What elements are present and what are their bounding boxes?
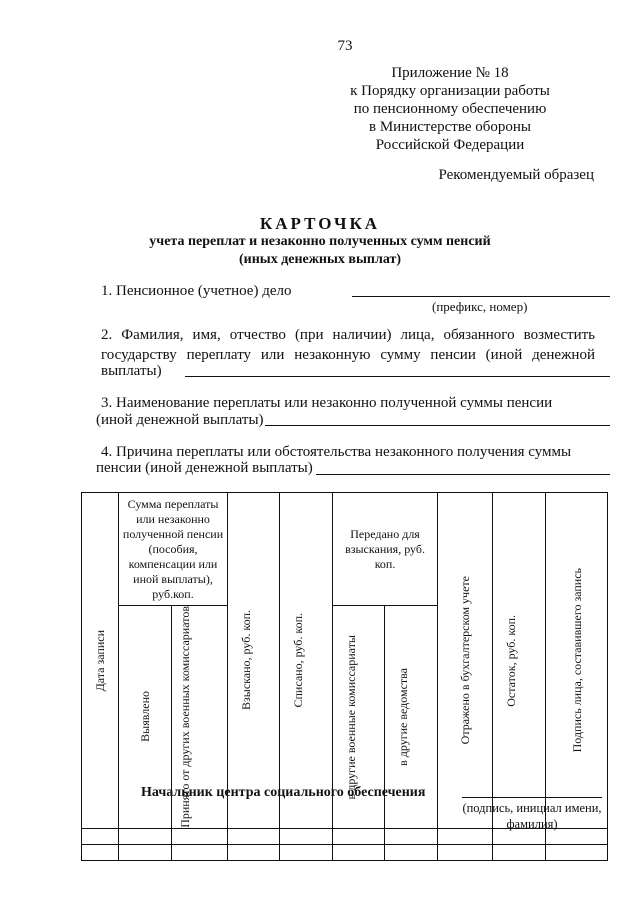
appendix-line: к Порядку организации работы (350, 83, 550, 99)
col-header-accepted-text: Принято от других военных комиссариатов (177, 606, 192, 828)
field-1-input-line[interactable] (352, 296, 610, 297)
table-cell[interactable] (333, 828, 385, 844)
col-header-signature (546, 493, 608, 829)
table-cell[interactable] (438, 844, 493, 860)
col-header-collected-text: Взыскано, руб. коп. (238, 610, 253, 711)
appendix-line: по пенсионному обеспечению (353, 101, 547, 117)
field-2-line-1: 2. Фамилия, имя, отчество (при наличии) лица, обязанного возместить (101, 327, 595, 343)
signature-line[interactable] (462, 797, 602, 798)
document-subtitle (0, 233, 640, 269)
appendix-block (320, 64, 580, 154)
field-4-line-2: пенсии (иной денежной выплаты) (96, 460, 313, 476)
col-header-sum-text: Сумма переплаты или незаконно полученной пенсии (пособия, компенсации или иной выплаты), руб.коп. (122, 496, 224, 601)
col-header-signature-text: Подпись лица, составившего запись (569, 568, 584, 753)
table-cell[interactable] (385, 828, 438, 844)
page-number: 73 (337, 38, 353, 54)
recommended-sample-label: Рекомендуемый образец (438, 167, 594, 183)
col-header-written-off-text: Списано, руб. коп. (291, 613, 306, 708)
field-2-line-3: выплаты) (101, 363, 162, 379)
col-header-date (82, 493, 119, 829)
signature-hint-line: фамилия) (506, 817, 558, 831)
col-header-accounting (438, 493, 493, 829)
table-cell[interactable] (82, 844, 119, 860)
table-cell[interactable] (228, 844, 280, 860)
chief-title: Начальник центра социального обеспечения (141, 785, 426, 800)
col-header-balance (493, 493, 546, 829)
table-cell[interactable] (385, 844, 438, 860)
col-header-date-text: Дата записи (93, 629, 107, 692)
col-header-transferred-text: Передано для взыскания, руб. коп. (345, 526, 425, 571)
col-header-to-commissariats-text: в другие военные комиссариаты (343, 634, 358, 800)
subtitle-line: учета переплат и незаконно полученных сумм пенсий (149, 234, 491, 249)
field-2-line-2: государству переплату или незаконную сумму пенсии (иной денежной (101, 347, 595, 363)
table-cell[interactable] (280, 828, 333, 844)
appendix-line: в Министерстве обороны (369, 119, 531, 135)
field-4-line-1: 4. Причина переплаты или обстоятельства незаконного получения суммы (101, 444, 572, 460)
col-header-accounting-text: Отражено в бухгалтерском учете (458, 576, 473, 745)
table-cell[interactable] (280, 844, 333, 860)
col-header-collected (228, 493, 280, 829)
col-header-sum (119, 493, 228, 606)
table-cell[interactable] (119, 828, 172, 844)
field-3-line-1: 3. Наименование переплаты или незаконно полученной суммы пенсии (101, 395, 553, 411)
table-cell[interactable] (119, 844, 172, 860)
table-cell[interactable] (172, 844, 228, 860)
table-cell[interactable] (333, 844, 385, 860)
col-header-to-departments-text: в другие ведомства (396, 667, 411, 766)
signature-hint-line: (подпись, инициал имени, (462, 801, 602, 815)
table-cell[interactable] (546, 844, 608, 860)
field-3-input-line[interactable] (265, 425, 610, 426)
table-cell[interactable] (228, 828, 280, 844)
field-2-input-line[interactable] (185, 376, 610, 377)
col-header-written-off (280, 493, 333, 829)
subtitle-line: (иных денежных выплат) (238, 252, 402, 267)
field-3-line-2: (иной денежной выплаты) (96, 412, 264, 428)
appendix-line: Приложение № 18 (391, 65, 509, 81)
col-header-balance-text: Остаток, руб. коп. (504, 614, 519, 707)
appendix-line: Российской Федерации (375, 137, 525, 153)
table-cell[interactable] (82, 828, 119, 844)
document-title: КАРТОЧКА (259, 214, 381, 233)
col-header-detected-text: Выявлено (138, 691, 152, 743)
field-1-hint: (префикс, номер) (432, 299, 528, 314)
field-4-input-line[interactable] (316, 474, 610, 475)
table-cell[interactable] (172, 828, 228, 844)
col-header-transferred (333, 493, 438, 606)
table-row (82, 844, 608, 860)
field-1-label: 1. Пенсионное (учетное) дело (101, 283, 292, 299)
table-cell[interactable] (493, 844, 546, 860)
signature-hint (452, 800, 612, 832)
